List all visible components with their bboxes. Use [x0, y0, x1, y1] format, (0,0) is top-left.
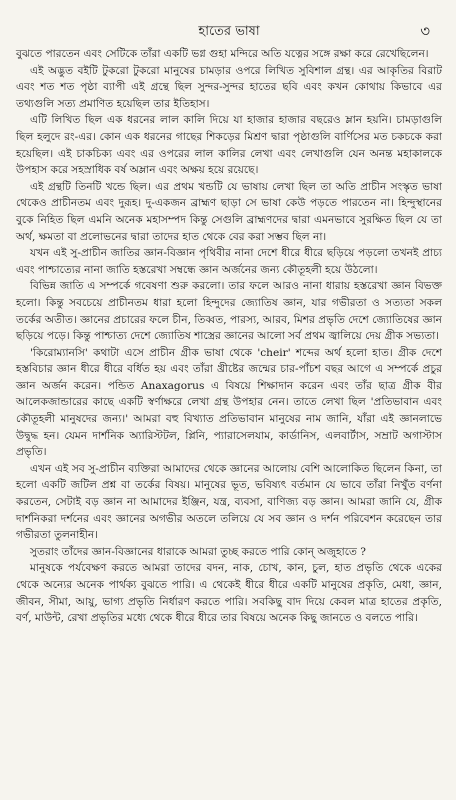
paragraph: বুঝতে পারতেন এবং সেটিকে তাঁরা একটি ভগ্ন গুহা মন্দিরে অতি যত্নের সঙ্গে রক্ষা করে রেখেছিলেন।	[16, 48, 429, 60]
paragraph: এই অদ্ভুত বইটি টুকরো টুকরো মানুষের চামড়ার ওপরে লিখিত সুবিশাল গ্রন্থ। এর আকৃতির বিরাট এবং শত শত পৃষ্ঠা ব্যাপী এই গ্রন্থে ছিল সুন্দর-সুন্দর হাতের ছবি এবং কখন কোথায় কিভাবে এর তথ্যগুলি সত্য প্রমাণিত হয়েছিল তার ইতিহাস।	[16, 64, 442, 110]
page-number: ৩	[420, 22, 430, 40]
paragraph: এখন এই সব সু-প্রাচীন ব্যক্তিরা আমাদের থেকে জ্ঞানের আলোয় বেশি আলোকিত ছিলেন কিনা, তা হলো একটি জটিল প্রশ্ন বা তর্কের বিষয়। মানুষের ভূত, ভবিষ্যৎ বর্তমান যে ভাবে তাঁরা নিখুঁত বর্ণনা করতেন, সেটাই বড় জ্ঞান না আমাদের ইঞ্জিন, যন্ত্র, ব্যবসা, বাণিজ্য বড় জ্ঞান। আমরা জানি যে, গ্রীক দার্শনিকরা দর্শনের এবং জ্ঞানের অগভীর অতলে তলিয়ে যে সব জ্ঞান ও দর্শন পরিবেশন করেছেন তার গভীরতা তুলনাহীন।	[16, 462, 442, 542]
paragraph: 'কিরোম্যানসি' কথাটা এসে প্রাচীন গ্রীক ভাষা থেকে 'cheir' শব্দের অর্থ হলো হাত। গ্রীক দেশে হস্তবিচার জ্ঞান ধীরে ধীরে বর্ধিত হয় এবং তাঁরা খ্রীষ্টের জন্মের চার-পাঁচশ বছর আগে এ সম্পর্কে প্রচুর জ্ঞান অর্জন করেন। পন্ডিত Anaxagorus এ বিষয়ে শিক্ষাদান করেন এবং তাঁর ছাত্র গ্রীক বীর আলেকজান্ডারের কাছে একটি স্বর্ণাক্ষরে লেখা গ্রন্থ উপহার নেন। তাতে লেখা ছিল 'প্রতিভাবান এবং কৌতূহলী মানুষদের জন্য।' আমরা বহু বিখ্যাত প্রতিভাবান মানুষের নাম জানি, যাঁরা এই জ্ঞানলাভে উদ্বুদ্ধ হন। যেমন দার্শনিক অ্যারিস্টটল, প্লিনি, প্যারাসেলযাম, কার্ডানিস, এলবার্টাস, সম্রাট অগাস্টাস প্রভৃতি।	[16, 346, 442, 459]
paragraph: এটি লিখিত ছিল এক ধরনের লাল কালি দিয়ে যা হাজার হাজার বছরেও ম্লান হয়নি। চামড়াগুলি ছিল হলুদে রং-এর। কোন এক ধরনের গাছের শিকড়ের মিশ্রণ দ্বারা পৃষ্ঠাগুলি বার্ণিসের মত চকচকে করা হয়েছিল। এই চাকচিক্য এবং এর ওপরের লাল কালির লেখা এবং লেখাগুলি যেন অনন্ত মহাকালকে উপহাস করে সহস্রাধিক বর্ষ অম্লান এবং অক্ষয় হয়ে রয়েছে।	[16, 114, 442, 177]
page-header	[16, 20, 442, 46]
paragraph: মানুষকে পর্যবেক্ষণ করতে আমরা তাদের বদন, নাক, চোখ, কান, চুল, হাত প্রভৃতি থেকে একের থেকে অন্যের অনেক পার্থক্য বুঝতে পারি। এ থেকেই ধীরে ধীরে একটি মানুষের প্রকৃতি, মেধা, জ্ঞান, জীবন, সীমা, আয়ু, ভাগ্য প্রভৃতি নির্ধারণ করতে পারি। সবকিছু বাদ দিয়ে কেবল মাত্র হাতের প্রকৃতি, বর্ণ, মাউন্ট, রেখা প্রভৃতির মধ্যে থেকে ধীরে ধীরে তার বিষয়ে অনেক কিছু জানতে ও বলতে পারি।	[16, 562, 442, 625]
running-title: হাতের ভাষা	[198, 24, 260, 39]
paragraph: এই গ্রন্থটি তিনটি খন্ডে ছিল। এর প্রথম খন্ডটি যে ভাষায় লেখা ছিল তা অতি প্রাচীন সংস্কৃত ভাষা থেকেও প্রাচীনতম এবং দুরূহ। দু-একজন ব্রাহ্মণ ছাড়া সে ভাষা কেউ পড়তে পারতেন না। হিন্দুস্থানের বুকে নিহিত ছিল এমনি অনেক মহাসম্পদ কিন্তু সেগুলি ব্রাহ্মণদের দ্বারা এমনভাবে সুরক্ষিত ছিল যে তা অর্থ, ক্ষমতা বা প্রলোভনের দ্বারা তাদের হাত থেকে বের করা সম্ভব ছিল না।	[16, 180, 442, 243]
paragraph: যখন এই সু-প্রাচীন জাতির জ্ঞান-বিজ্ঞান পৃথিবীর নানা দেশে ধীরে ধীরে ছড়িয়ে পড়লো তখনই প্রাচ্য এবং পাশ্চাত্যের নানা জাতি হস্তরেখা সম্বন্ধে জ্ঞান অর্জনের জন্য কৌতূহলী হয়ে উঠলো।	[16, 247, 442, 276]
paragraph: সুতরাং তাঁদের জ্ঞান-বিজ্ঞানের ধারাকে আমরা তুচ্ছ করতে পারি কোন্ অজুহাতে ?	[30, 545, 366, 558]
paragraph: বিভিন্ন জাতি এ সম্পর্কে গবেষণা শুরু করলো। তার ফলে আরও নানা ধারায় হস্তরেখা জ্ঞান বিভক্ত হলো। কিন্তু সবচেয়ে প্রাচীনতম ধারা হলো হিন্দুদের জ্যোতিষ জ্ঞান, যার গভীরতা ও সত্যতা সকল তর্কের অতীত। জ্ঞানের প্রচারের ফলে চীন, তিব্বত, পারস্য, আরব, মিশর প্রভৃতি দেশে জ্যোতিষের জ্ঞান ছড়িয়ে পড়ে। কিন্তু পাশ্চাত্য দেশে জ্যোতিষ শাস্ত্রের জ্ঞানের আলো সর্ব প্রথম জ্বালিয়ে দেয় গ্রীক সভ্যতা।	[16, 280, 442, 343]
body-text	[16, 46, 442, 627]
